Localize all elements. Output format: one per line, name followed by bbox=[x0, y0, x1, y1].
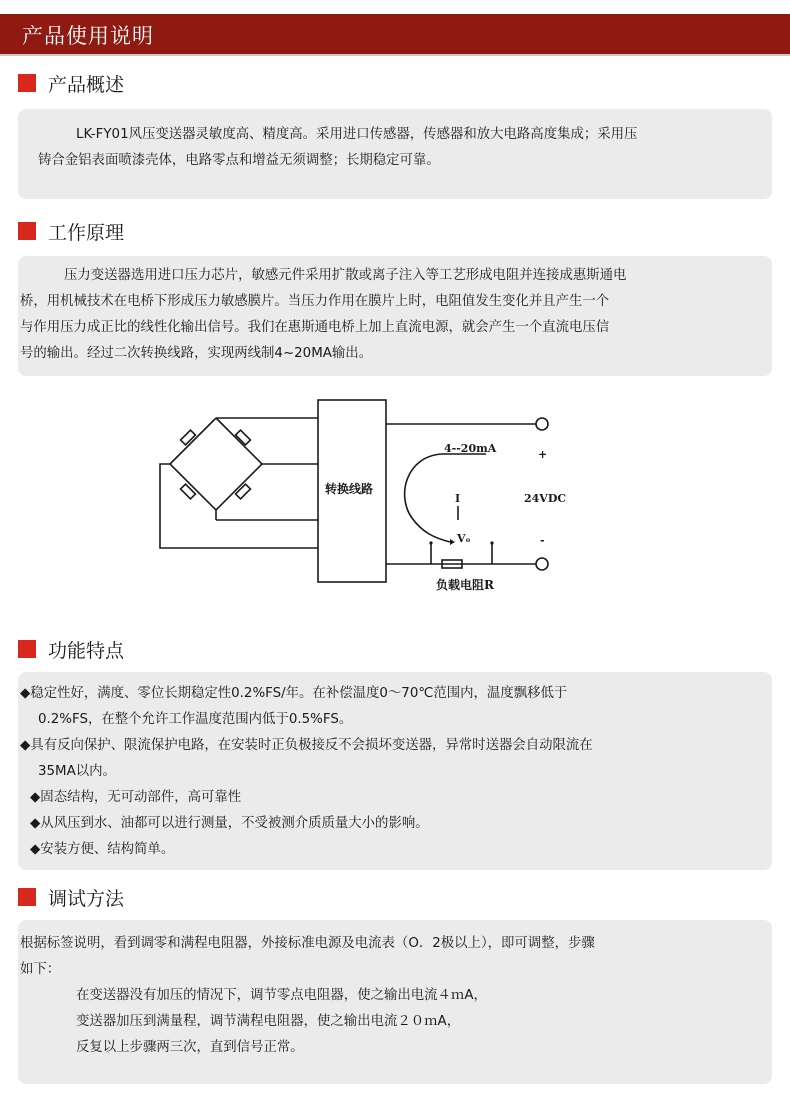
section-heading: 功能特点 bbox=[48, 640, 125, 662]
feature-line: 0.2%FS，在整个允许工作温度范围内低于0.5%FS。 bbox=[38, 712, 353, 727]
feature-line: 35MA以内。 bbox=[38, 764, 116, 779]
wiring-diagram bbox=[150, 396, 570, 602]
feature-line: ◆稳定性好，满度、零位长期稳定性0.2%FS/年。在补偿温度0～70℃范围内，温度飘移低于 bbox=[20, 686, 568, 701]
section-principle-body bbox=[18, 256, 772, 376]
step-line: 如下： bbox=[20, 962, 61, 977]
feature-line: ◆安装方便、结构简单。 bbox=[30, 842, 175, 857]
section-marker-icon bbox=[18, 222, 36, 240]
vo-label: Vₒ bbox=[457, 532, 471, 545]
terminal-plus bbox=[536, 418, 548, 430]
load-resistor-label: 负载电阻R bbox=[436, 578, 494, 592]
paragraph-line: 与作用压力成正比的线性化输出信号。我们在惠斯通电桥上加上直流电源，就会产生一个直流电压信 bbox=[20, 320, 610, 335]
step-line: 根据标签说明，看到调零和满程电阻器，外接标准电源及电流表（O．2极以上），即可调整，步骤 bbox=[20, 936, 595, 951]
feature-line: ◆具有反向保护、限流保护电路，在安装时正负极接反不会损坏变送器，异常时送器会自动限流在 bbox=[20, 738, 593, 753]
page-header-bar bbox=[0, 14, 790, 54]
paragraph-line: 铸合金铝表面喷漆壳体，电路零点和增益无须调整；长期稳定可靠。 bbox=[38, 153, 440, 168]
minus-label: - bbox=[540, 534, 545, 547]
feature-line: ◆从风压到水、油都可以进行测量，不受被测介质质量大小的影响。 bbox=[30, 816, 429, 831]
paragraph-line: 桥，用机械技术在电桥下形成压力敏感膜片。当压力作用在膜片上时，电阻值发生变化并且产生一个 bbox=[20, 294, 610, 309]
paragraph-line: 压力变送器选用进口压力芯片，敏感元件采用扩散或离子注入等工艺形成电阻并连接成惠斯通电 bbox=[64, 268, 627, 283]
header-divider bbox=[0, 54, 790, 56]
step-line: 在变送器没有加压的情况下，调节零点电阻器，使之输出电流４ｍA， bbox=[76, 988, 487, 1003]
current-range-label: 4--20mA bbox=[444, 442, 497, 455]
section-marker-icon bbox=[18, 74, 36, 92]
paragraph-line: 号的输出。经过二次转换线路，实现两线制4~20MA输出。 bbox=[20, 346, 373, 361]
section-heading: 工作原理 bbox=[48, 222, 125, 244]
section-overview-body bbox=[18, 109, 772, 199]
wiring-diagram-svg bbox=[150, 396, 570, 602]
paragraph-line: LK-FY01风压变送器灵敏度高、精度高。采用进口传感器，传感器和放大电路高度集成；采用压 bbox=[76, 127, 638, 142]
plus-label: + bbox=[538, 448, 548, 461]
supply-label: 24VDC bbox=[524, 492, 567, 505]
terminal-minus bbox=[536, 558, 548, 570]
section-marker-icon bbox=[18, 888, 36, 906]
section-debug-body bbox=[18, 920, 772, 1084]
section-marker-icon bbox=[18, 640, 36, 658]
section-heading: 调试方法 bbox=[48, 888, 125, 910]
section-features-body bbox=[18, 672, 772, 870]
page-title: 产品使用说明 bbox=[22, 24, 154, 48]
section-heading: 产品概述 bbox=[48, 74, 125, 96]
step-line: 反复以上步骤两三次，直到信号正常。 bbox=[76, 1040, 304, 1055]
current-arrow-label: I bbox=[455, 492, 461, 505]
feature-line: ◆固态结构，无可动部件，高可靠性 bbox=[30, 790, 242, 805]
step-line: 变送器加压到满量程，调节满程电阻器，使之输出电流２０ｍA， bbox=[76, 1014, 461, 1029]
converter-label: 转换线路 bbox=[325, 482, 374, 496]
